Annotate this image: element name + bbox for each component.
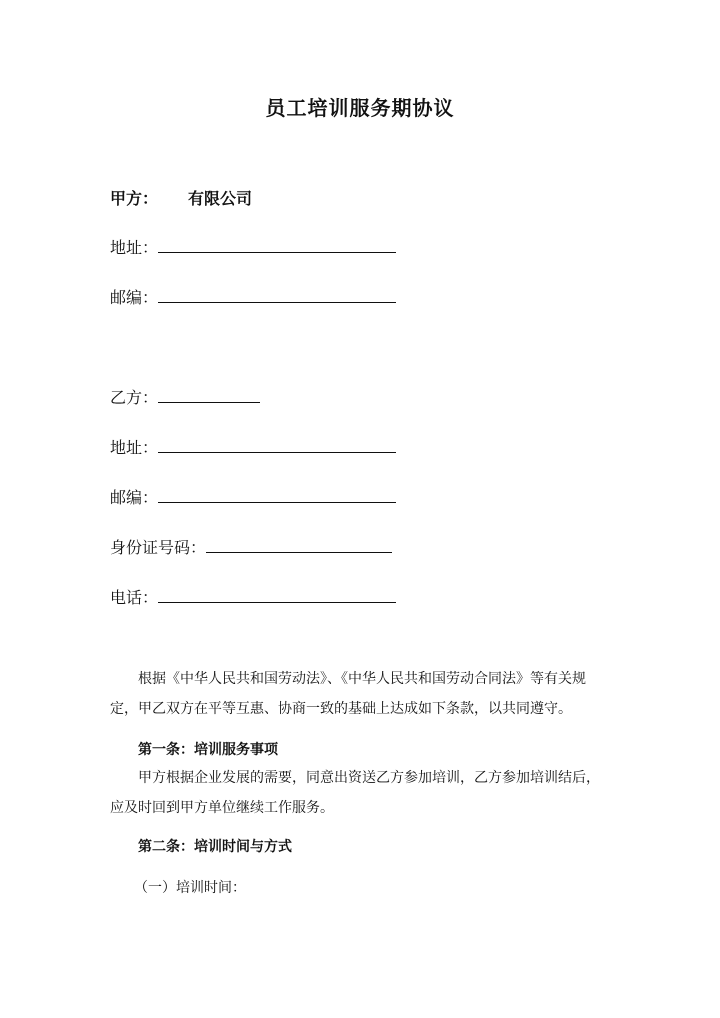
party-b-phone-blank [158,601,396,603]
party-a-postcode-blank [158,301,396,303]
article-2-heading: 第二条：培训时间与方式 [138,839,292,855]
party-b-id-blank [206,551,392,553]
party-b-name-blank [158,401,260,403]
party-b-address-label: 地址： [110,438,159,457]
document-title: 员工培训服务期协议 [265,96,455,120]
party-b-postcode-label: 邮编： [110,488,159,507]
party-a-address-label: 地址： [110,238,159,257]
party-b-id-row [110,535,392,558]
party-b-row [110,385,260,408]
preamble-paragraph: 根据《中华人民共和国劳动法》、《中华人民共和国劳动合同法》等有关规定，甲乙双方在平等互惠、协商一致的基础上达成如下条款，以共同遵守。 [110,671,586,717]
party-b-postcode-blank [158,501,396,503]
party-a-row [110,186,252,209]
party-a-postcode-row [110,285,396,308]
party-a-label: 甲方： [110,189,159,208]
article-1-body: 甲方根据企业发展的需要，同意出资送乙方参加培训，乙方参加培训结后，应及时回到甲方单位继续工作服务。 [110,770,600,816]
party-b-address-row [110,435,396,458]
party-b-id-label: 身份证号码： [110,538,207,557]
party-a-address-blank [158,251,396,253]
party-a-address-row [110,235,396,258]
party-b-phone-label: 电话： [110,588,159,607]
party-b-postcode-row [110,485,396,508]
party-b-address-blank [158,451,396,453]
party-a-postcode-label: 邮编： [110,288,159,307]
article-1-heading: 第一条：培训服务事项 [138,742,278,758]
party-b-label: 乙方： [110,388,159,407]
party-b-phone-row [110,585,396,608]
party-a-company: 有限公司 [188,189,253,208]
article-2-item-1: （一）培训时间： [134,880,246,896]
